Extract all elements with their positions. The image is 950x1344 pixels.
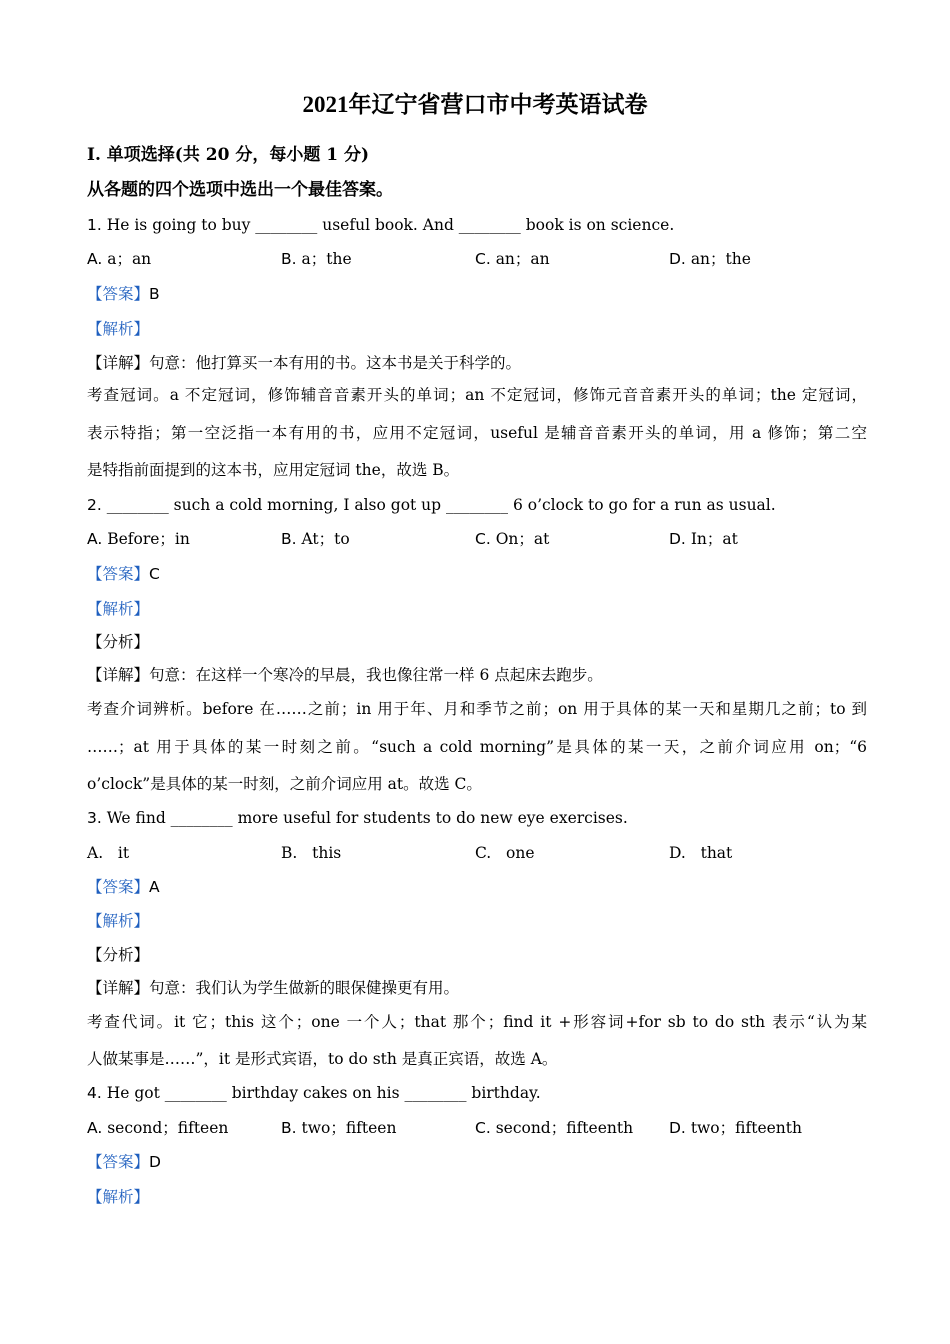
section-heading: Ⅰ. 单项选择(共 20 分，每小题 1 分) — [87, 145, 370, 165]
question-1-option-c[interactable]: C. an；an — [475, 250, 550, 268]
section-instruction: 从各题的四个选项中选出一个最佳答案。 — [87, 180, 393, 200]
question-3-stem — [87, 808, 628, 828]
question-1-explanation-line: 表示特指；第一空泛指一本有用的书，应用不定冠词，useful 是辅音音素开头的单词，用 a 修饰；第二空 — [87, 424, 867, 442]
question-4-text: He got ________ birthday cakes on his ________ birthday. — [106, 1084, 541, 1102]
question-2-number: 2. — [87, 496, 102, 514]
question-3-fenxi-label: 【分析】 — [87, 946, 150, 964]
question-2-option-c[interactable]: C. On；at — [475, 530, 550, 548]
question-3-option-b[interactable]: B. this — [281, 844, 342, 862]
question-4-answer: 【答案】D — [87, 1153, 161, 1171]
question-4-option-b[interactable]: B. two；fifteen — [281, 1119, 397, 1137]
question-1-text: He is going to buy ________ useful book. And ________ book is on science. — [106, 216, 675, 234]
page-title: 2021年辽宁省营口市中考英语试卷 — [302, 92, 648, 117]
question-3-answer: 【答案】A — [87, 878, 160, 896]
question-2-explanation-line: 考查介词辨析。before 在……之前；in 用于年、月和季节之前；on 用于具体的某一天和星期几之前；to 到 — [87, 700, 867, 718]
question-1-number: 1. — [87, 216, 102, 234]
question-4-analysis-label: 【解析】 — [87, 1188, 150, 1206]
question-2-detail: 【详解】句意：在这样一个寒冷的早晨，我也像往常一样 6 点起床去跑步。 — [87, 666, 603, 684]
question-3-explanation-line: 人做某事是……”，it 是形式宾语，to do sth 是真正宾语，故选 A。 — [87, 1050, 558, 1068]
question-3-option-d[interactable]: D. that — [669, 844, 733, 862]
question-3-analysis-label: 【解析】 — [87, 912, 150, 930]
question-4-stem — [87, 1083, 541, 1103]
question-2-option-a[interactable]: A. Before；in — [87, 530, 190, 548]
question-3-explanation-line: 考查代词。it 它；this 这个；one 一个人；that 那个；find it +形容词+for sb to do sth 表示“认为某 — [87, 1013, 867, 1031]
question-3-text: We find ________ more useful for students to do new eye exercises. — [106, 809, 628, 827]
question-1-option-d[interactable]: D. an；the — [669, 250, 751, 268]
question-4-number: 4. — [87, 1084, 102, 1102]
question-1-option-b[interactable]: B. a；the — [281, 250, 352, 268]
question-2-fenxi-label: 【分析】 — [87, 633, 150, 651]
question-1-explanation-line: 考查冠词。a 不定冠词，修饰辅音音素开头的单词；an 不定冠词，修饰元音音素开头的单词；the 定冠词， — [87, 386, 867, 404]
question-2-analysis-label: 【解析】 — [87, 600, 150, 618]
question-3-option-c[interactable]: C. one — [475, 844, 535, 862]
question-2-explanation-line: o’clock”是具体的某一时刻，之前介词应用 at。故选 C。 — [87, 775, 482, 793]
question-2-answer: 【答案】C — [87, 565, 160, 583]
question-4-option-c[interactable]: C. second；fifteenth — [475, 1119, 634, 1137]
question-2-explanation-line: ……；at 用于具体的某一时刻之前。“such a cold morning”是具体的某一天，之前介词应用 on；“6 — [87, 738, 867, 756]
question-1-analysis-label: 【解析】 — [87, 320, 150, 338]
question-3-detail: 【详解】句意：我们认为学生做新的眼保健操更有用。 — [87, 979, 460, 997]
question-2-option-d[interactable]: D. In；at — [669, 530, 738, 548]
question-1-option-a[interactable]: A. a；an — [87, 250, 152, 268]
question-1-stem — [87, 215, 674, 235]
question-3-number: 3. — [87, 809, 102, 827]
question-4-option-d[interactable]: D. two；fifteenth — [669, 1119, 802, 1137]
question-2-option-b[interactable]: B. At；to — [281, 530, 350, 548]
question-2-text: ________ such a cold morning, I also got up ________ 6 o’clock to go for a run as usual. — [106, 496, 776, 514]
question-4-option-a[interactable]: A. second；fifteen — [87, 1119, 229, 1137]
question-1-explanation-line: 是特指前面提到的这本书，应用定冠词 the，故选 B。 — [87, 461, 460, 479]
question-3-option-a[interactable]: A. it — [87, 844, 130, 862]
question-2-stem — [87, 495, 776, 515]
question-1-answer: 【答案】B — [87, 285, 160, 303]
question-1-detail: 【详解】句意：他打算买一本有用的书。这本书是关于科学的。 — [87, 354, 522, 372]
